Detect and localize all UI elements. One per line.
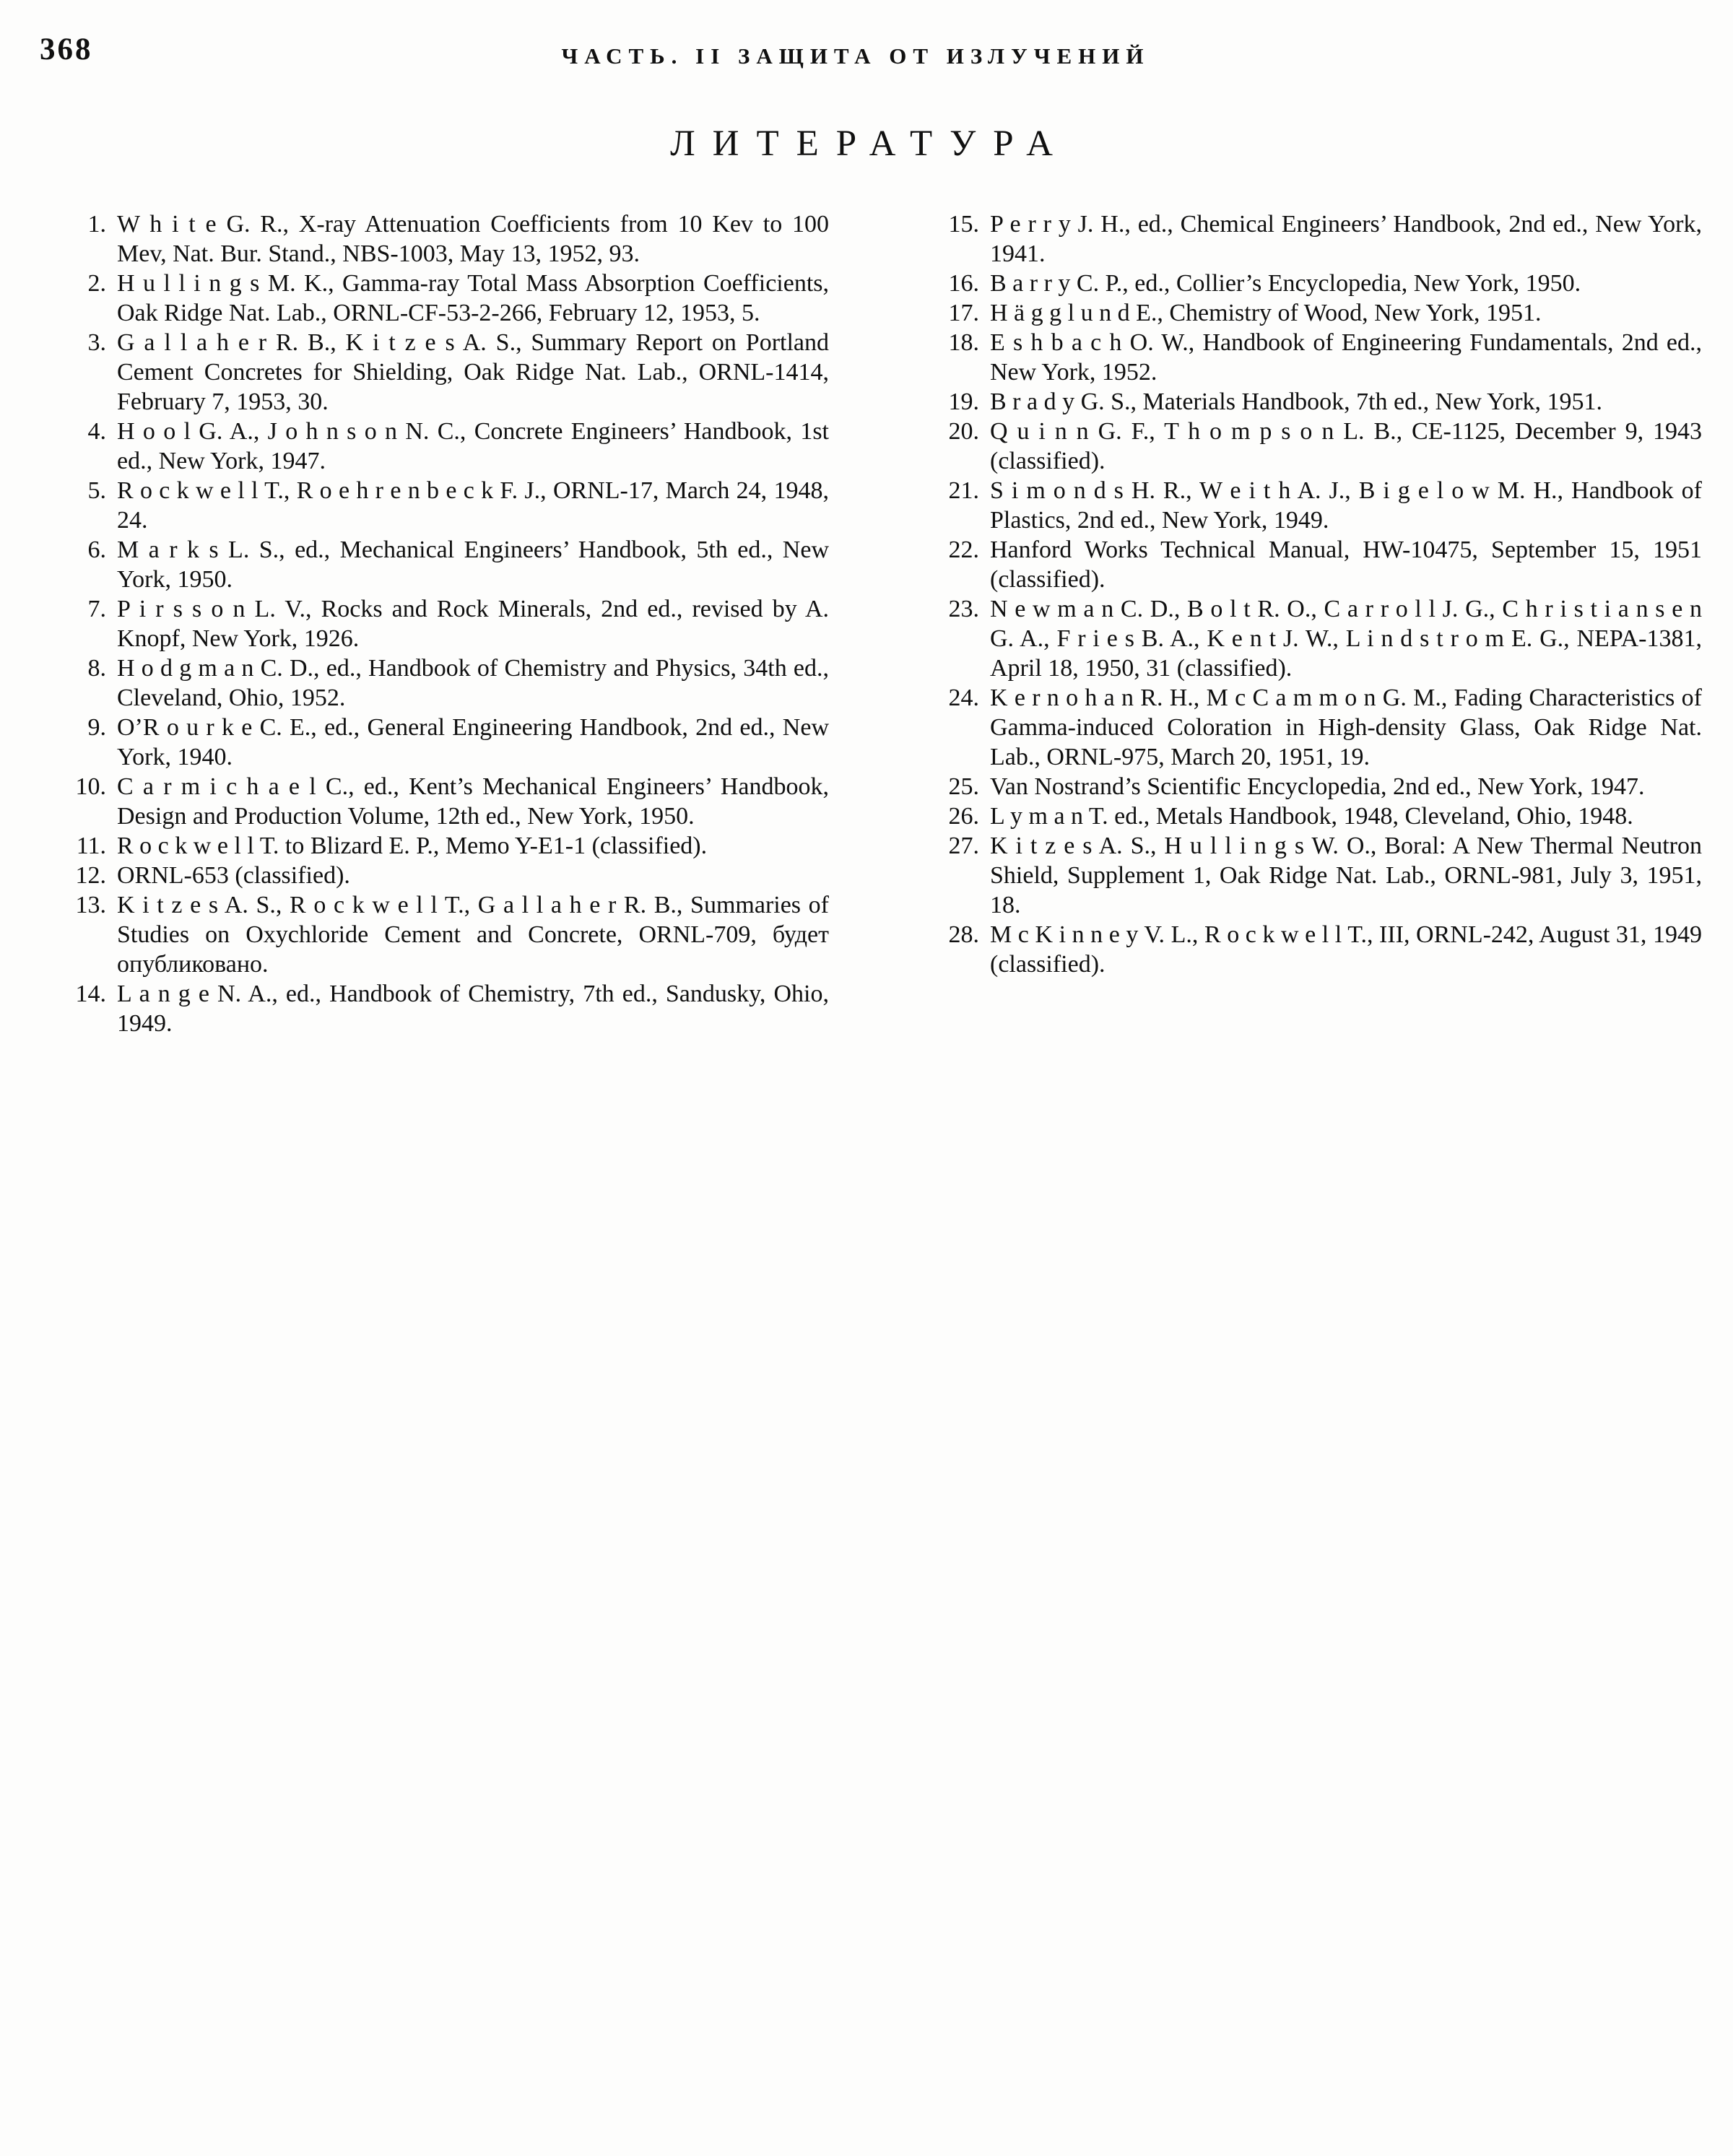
reference-item <box>61 476 829 535</box>
reference-number: 9. <box>87 714 106 741</box>
reference-number: 13. <box>75 892 106 918</box>
reference-text: K e r n o h a n R. H., M c C a m m o n G. M., Fading Characteristics of Gamma-induced Coloration in High-density Glass, Oak Ridge Nat. Lab., ORNL-975, March 20, 1951, 19. <box>990 684 1702 770</box>
reference-text: W h i t e G. R., X-ray Attenuation Coefficients from 10 Kev to 100 Mev, Nat. Bur. Stand., NBS-1003, May 13, 1952, 93. <box>117 211 829 267</box>
reference-number: 17. <box>948 300 979 326</box>
reference-text: H o d g m a n C. D., ed., Handbook of Chemistry and Physics, 34th ed., Cleveland, Ohio, 1952. <box>117 655 829 711</box>
reference-text: H o o l G. A., J o h n s o n N. C., Concrete Engineers’ Handbook, 1st ed., New York, 1947. <box>117 418 829 474</box>
reference-text: B a r r y C. P., ed., Collier’s Encyclopedia, New York, 1950. <box>990 270 1581 297</box>
reference-item <box>934 209 1702 269</box>
reference-number: 16. <box>948 270 979 297</box>
reference-text: E s h b a c h O. W., Handbook of Engineering Fundamentals, 2nd ed., New York, 1952. <box>990 329 1702 386</box>
reference-text: K i t z e s A. S., H u l l i n g s W. O., Boral: A New Thermal Neutron Shield, Supplement 1, Oak Ridge Nat. Lab., ORNL-981, July 3, 1951, 18. <box>990 833 1702 918</box>
reference-number: 12. <box>75 862 106 889</box>
reference-number: 22. <box>948 536 979 563</box>
reference-text: Hanford Works Technical Manual, HW-10475, September 15, 1951 (classified). <box>990 536 1702 593</box>
reference-item <box>61 328 829 417</box>
reference-item <box>934 594 1702 683</box>
reference-item <box>934 417 1702 476</box>
reference-item <box>61 861 829 890</box>
reference-number: 26. <box>948 803 979 830</box>
reference-text: Q u i n n G. F., T h o m p s o n L. B., CE-1125, December 9, 1943 (classified). <box>990 418 1702 474</box>
reference-number: 11. <box>76 833 106 859</box>
reference-item <box>61 535 829 594</box>
reference-number: 1. <box>87 211 106 238</box>
reference-item <box>61 209 829 269</box>
reference-item <box>61 713 829 772</box>
reference-number: 6. <box>87 536 106 563</box>
reference-number: 3. <box>87 329 106 356</box>
reference-columns <box>61 209 1702 1038</box>
reference-item <box>934 269 1702 298</box>
reference-number: 24. <box>948 684 979 711</box>
reference-item <box>61 979 829 1038</box>
reference-text: S i m o n d s H. R., W e i t h A. J., B i g e l o w M. H., Handbook of Plastics, 2nd ed., New York, 1949. <box>990 477 1702 534</box>
reference-number: 14. <box>75 981 106 1007</box>
reference-text: ORNL-653 (classified). <box>117 862 350 889</box>
reference-number: 18. <box>948 329 979 356</box>
reference-item <box>61 772 829 831</box>
reference-number: 21. <box>948 477 979 504</box>
reference-item <box>934 831 1702 920</box>
running-head: ЧАСТЬ. II ЗАЩИТА ОТ ИЗЛУЧЕНИЙ <box>561 43 1150 69</box>
reference-text: L a n g e N. A., ed., Handbook of Chemistry, 7th ed., Sandusky, Ohio, 1949. <box>117 981 829 1037</box>
reference-text: P i r s s o n L. V., Rocks and Rock Minerals, 2nd ed., revised by A. Knopf, New York, 1926. <box>117 596 829 652</box>
reference-number: 4. <box>87 418 106 445</box>
reference-number: 20. <box>948 418 979 445</box>
reference-item <box>61 594 829 653</box>
reference-text: C a r m i c h a e l C., ed., Kent’s Mechanical Engineers’ Handbook, Design and Production Volume, 12th ed., New York, 1950. <box>117 773 829 830</box>
reference-item <box>61 269 829 328</box>
reference-text: N e w m a n C. D., B o l t R. O., C a r r o l l J. G., C h r i s t i a n s e n G. A., F r i e s B. A., K e n t J. W., L i n d s t r o m E. G., NEPA-1381, April 18, 1950, 31 (classified). <box>990 596 1702 682</box>
reference-text: K i t z e s A. S., R o c k w e l l T., G a l l a h e r R. B., Summaries of Studies on Oxychloride Cement and Concrete, ORNL-709, будет опубликовано. <box>117 892 829 978</box>
references-right-column <box>934 209 1702 1038</box>
reference-text: R o c k w e l l T. to Blizard E. P., Memo Y-E1-1 (classified). <box>117 833 708 859</box>
reference-text: R o c k w e l l T., R o e h r e n b e c k F. J., ORNL-17, March 24, 1948, 24. <box>117 477 829 534</box>
reference-number: 5. <box>87 477 106 504</box>
reference-item <box>61 417 829 476</box>
references-left-column <box>61 209 829 1038</box>
reference-item <box>61 653 829 713</box>
reference-number: 2. <box>87 270 106 297</box>
reference-text: O’R o u r k e C. E., ed., General Engineering Handbook, 2nd ed., New York, 1940. <box>117 714 829 770</box>
reference-item <box>934 683 1702 772</box>
reference-text: P e r r y J. H., ed., Chemical Engineers’ Handbook, 2nd ed., New York, 1941. <box>990 211 1702 267</box>
reference-number: 10. <box>75 773 106 800</box>
reference-item <box>61 831 829 861</box>
reference-item <box>934 476 1702 535</box>
reference-number: 8. <box>87 655 106 682</box>
reference-item <box>934 801 1702 831</box>
reference-item <box>934 328 1702 387</box>
reference-text: M c K i n n e y V. L., R o c k w e l l T., III, ORNL-242, August 31, 1949 (classified). <box>990 921 1702 978</box>
reference-item <box>934 298 1702 328</box>
reference-text: G a l l a h e r R. B., K i t z e s A. S., Summary Report on Portland Cement Concretes for Shielding, Oak Ridge Nat. Lab., ORNL-1414, February 7, 1953, 30. <box>117 329 829 415</box>
reference-text: M a r k s L. S., ed., Mechanical Engineers’ Handbook, 5th ed., New York, 1950. <box>117 536 829 593</box>
reference-item <box>934 535 1702 594</box>
reference-text: H ä g g l u n d E., Chemistry of Wood, New York, 1951. <box>990 300 1542 326</box>
page-title: ЛИТЕРАТУРА <box>670 123 1070 164</box>
reference-item <box>934 772 1702 801</box>
reference-text: L y m a n T. ed., Metals Handbook, 1948, Cleveland, Ohio, 1948. <box>990 803 1633 830</box>
reference-number: 7. <box>87 596 106 622</box>
reference-number: 25. <box>948 773 979 800</box>
page-number: 368 <box>40 32 93 66</box>
reference-number: 19. <box>948 388 979 415</box>
reference-number: 23. <box>948 596 979 622</box>
reference-text: Van Nostrand’s Scientific Encyclopedia, 2nd ed., New York, 1947. <box>990 773 1645 800</box>
reference-item <box>934 387 1702 417</box>
reference-text: B r a d y G. S., Materials Handbook, 7th ed., New York, 1951. <box>990 388 1603 415</box>
reference-item <box>934 920 1702 979</box>
reference-number: 15. <box>948 211 979 238</box>
reference-item <box>61 890 829 979</box>
reference-number: 27. <box>948 833 979 859</box>
reference-text: H u l l i n g s M. K., Gamma-ray Total Mass Absorption Coefficients, Oak Ridge Nat. Lab., ORNL-CF-53-2-266, February 12, 1953, 5. <box>117 270 829 326</box>
reference-number: 28. <box>948 921 979 948</box>
